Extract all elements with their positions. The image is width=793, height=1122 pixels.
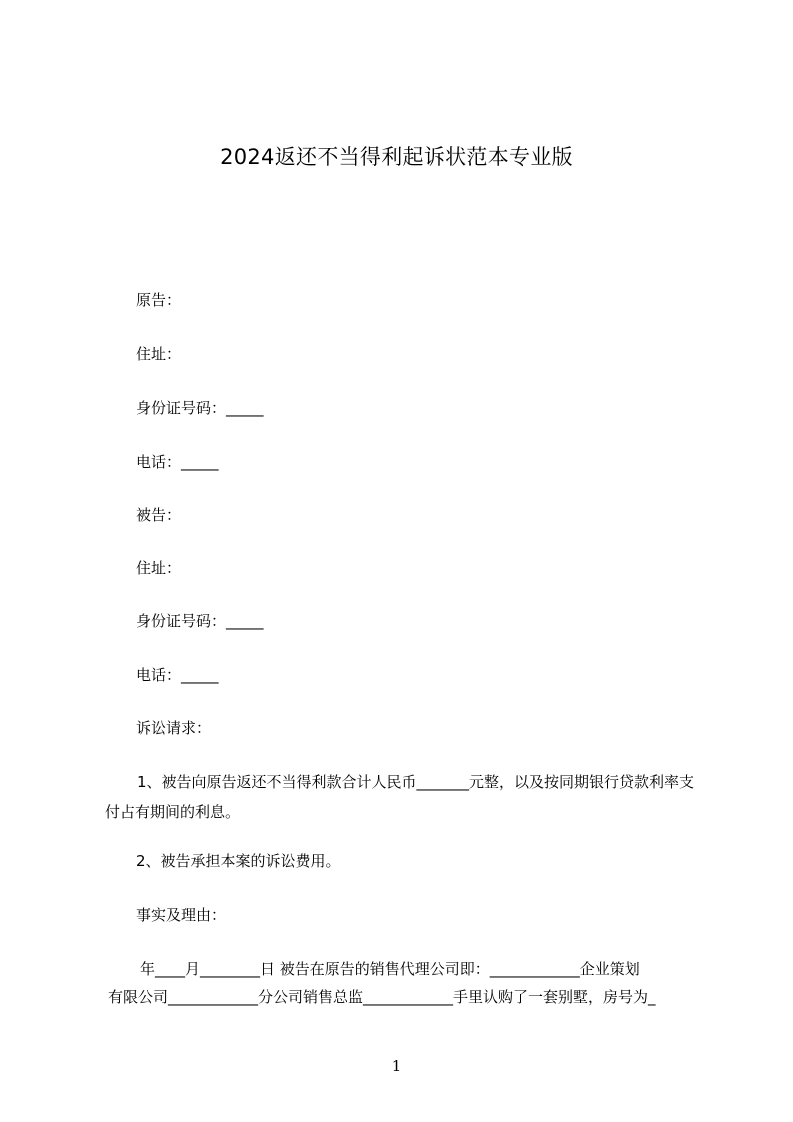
defendant-label: 被告： [136,506,182,524]
claim-2: 2、被告承担本案的诉讼费用。 [136,852,341,870]
page-number: 1 [391,1057,402,1075]
facts-heading: 事实及理由： [136,906,227,924]
document-title: 2024返还不当得利起诉状范本专业版 [220,145,573,169]
defendant-id-number: 身份证号码：_____ [136,612,264,630]
claims-heading: 诉讼请求： [136,719,212,737]
facts-line-1: 年____月________日 被告在原告的销售代理公司即：____________企业策划 [140,960,640,978]
plaintiff-phone: 电话：_____ [136,453,219,471]
plaintiff-label: 原告： [136,291,182,309]
facts-line-2: 有限公司____________分公司销售总监____________手里认购了一套别墅，房号为_ [108,988,656,1006]
defendant-phone: 电话：_____ [136,666,219,684]
claim-1-paragraph [105,767,701,827]
claim-1-text: 1、被告向原告返还不当得利款合计人民币_______元整，以及按同期银行贷款利率支付占有期间的利息。 [105,773,695,821]
plaintiff-address: 住址： [136,345,182,363]
defendant-address: 住址： [136,559,182,577]
plaintiff-id-number: 身份证号码：_____ [136,399,264,417]
